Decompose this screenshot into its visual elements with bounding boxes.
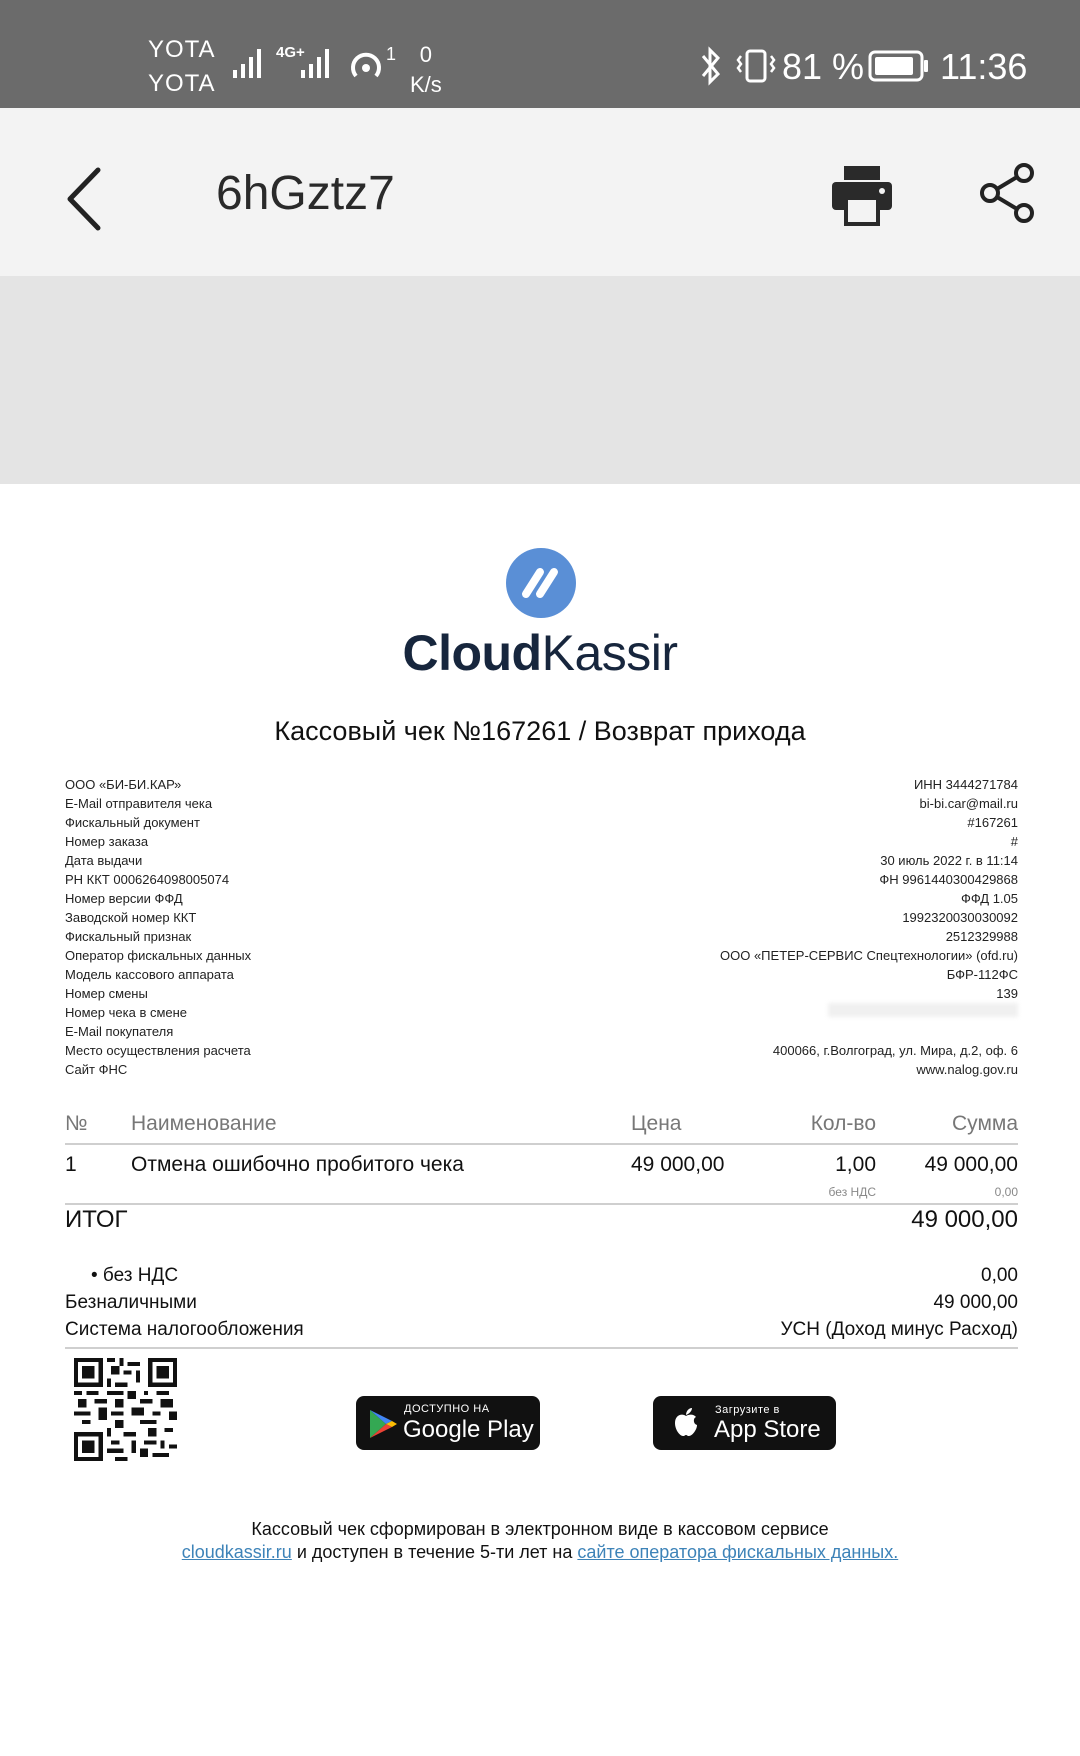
table-row: 1 Отмена ошибочно пробитого чека 49 000,00 1,00 49 000,00	[65, 1153, 1018, 1176]
table-header: № Наименование Цена Кол-во Сумма	[65, 1105, 1018, 1145]
info-row: Место осуществления расчета 400066, г.Волгоград, ул. Мира, д.2, оф. 6	[65, 1043, 1018, 1058]
receipt-info	[65, 775, 1018, 1079]
apple-icon	[673, 1407, 699, 1437]
info-row: Оператор фискальных данных ООО «ПЕТЕР-СЕРВИС Спецтехнологии» (ofd.ru)	[65, 948, 1018, 963]
info-row: E-Mail отправителя чека bi-bi.car@mail.ru	[65, 796, 1018, 811]
chevron-left-icon[interactable]	[58, 164, 114, 234]
total-label: ИТОГ	[65, 1206, 128, 1233]
carrier-1: YOTA	[148, 36, 216, 63]
battery-icon	[868, 50, 930, 82]
network-type: 4G+	[276, 44, 305, 61]
toolbar-spacer	[0, 276, 1080, 484]
page-title: 6hGztz7	[216, 167, 395, 220]
footer-note: Кассовый чек сформирован в электронном виде в кассовом сервисе cloudkassir.ru и доступен в течение 5-ти лет на сайте оператора фискальных данных.	[181, 1519, 899, 1562]
payment-summary	[65, 1260, 1018, 1349]
net-speed	[410, 40, 442, 100]
google-play-icon	[368, 1408, 398, 1440]
qr-code-icon	[74, 1358, 177, 1461]
app-bar	[0, 108, 1080, 276]
printer-icon[interactable]	[830, 164, 894, 226]
info-row: Заводской номер ККТ 1992320030030092	[65, 910, 1018, 925]
net-speed-value: 0	[419, 42, 433, 67]
net-speed-unit: K/s	[410, 72, 442, 97]
bluetooth-icon	[698, 46, 724, 86]
info-row: РН ККТ 0006264098005074 ФН 9961440300429868	[65, 872, 1018, 887]
brand-name: CloudKassir	[402, 625, 678, 681]
summary-row: • без НДС 0,00	[91, 1265, 1018, 1286]
signal-icon	[232, 44, 268, 80]
table-row-vat: без НДС 0,00	[65, 1185, 1018, 1205]
summary-row: Безналичными 49 000,00	[65, 1292, 1018, 1313]
info-row: Сайт ФНС www.nalog.gov.ru	[65, 1062, 1018, 1077]
hotspot-count: 1	[386, 44, 397, 64]
total-value: 49 000,00	[911, 1206, 1018, 1233]
info-row: Модель кассового аппарата БФР-112ФС	[65, 967, 1018, 982]
receipt-title: Кассовый чек №167261 / Возврат прихода	[274, 716, 806, 746]
app-store-button[interactable]: Загрузите в App Store	[653, 1396, 836, 1450]
info-row: Дата выдачи 30 июль 2022 г. в 11:14	[65, 853, 1018, 868]
info-row: Фискальный документ #167261	[65, 815, 1018, 830]
signal-icon-2	[300, 44, 336, 80]
info-row: Фискальный признак 2512329988	[65, 929, 1018, 944]
vibrate-icon	[736, 48, 776, 84]
cloudkassir-logo-icon	[506, 548, 576, 618]
fiscal-operator-link[interactable]: сайте оператора фискальных данных.	[577, 1542, 899, 1562]
info-row: Номер версии ФФД ФФД 1.05	[65, 891, 1018, 906]
battery-percent: 81 %	[782, 46, 865, 87]
info-row: E-Mail покупателя	[65, 1024, 174, 1039]
redacted-value	[828, 1003, 1018, 1017]
total-row	[65, 1206, 1018, 1234]
items-table	[65, 1105, 1018, 1205]
carrier-2: YOTA	[148, 70, 216, 97]
cloudkassir-link[interactable]: cloudkassir.ru	[181, 1542, 292, 1562]
clock: 11:36	[940, 46, 1028, 87]
info-row: Номер заказа #	[65, 834, 1018, 849]
summary-row: Система налогообложения УСН (Доход минус Расход)	[65, 1319, 1018, 1340]
status-bar	[0, 0, 1080, 108]
info-row: Номер смены 139	[65, 986, 1018, 1001]
info-row: ООО «БИ-БИ.КАР» ИНН 3444271784	[65, 777, 1018, 792]
info-row: Номер чека в смене	[65, 1003, 1018, 1022]
google-play-button[interactable]: ДОСТУПНО НА Google Play	[356, 1396, 540, 1450]
hotspot-icon	[348, 48, 388, 82]
share-icon[interactable]	[978, 162, 1038, 224]
